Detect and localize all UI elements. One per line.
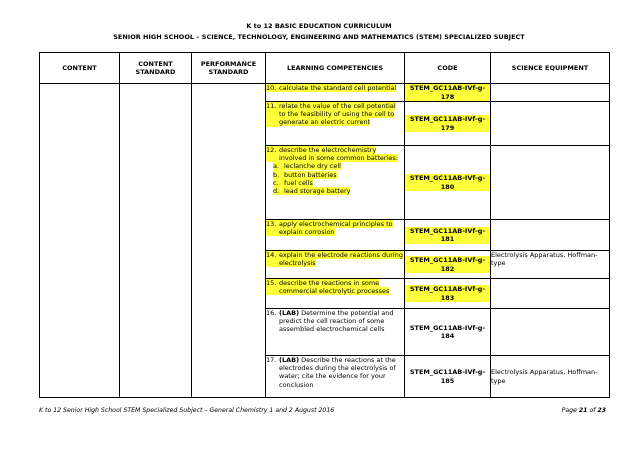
competency-number: 17. xyxy=(266,356,277,364)
competency-cell xyxy=(266,102,405,146)
competency-code: STEM_GC11AB-IVf-g-181 xyxy=(405,227,490,244)
competency-code: STEM_GC11AB-IVf-g-179 xyxy=(405,115,490,132)
competency-text: Determine the potential and predict the cell reaction of some assembled electrochemical cells xyxy=(279,309,394,334)
col-header-science-equipment: SCIENCE EQUIPMENT xyxy=(491,53,610,84)
performance-standard-cell xyxy=(192,84,266,398)
competency-cell xyxy=(266,356,405,398)
table-header-row xyxy=(40,53,610,84)
subitem-text: button batteries xyxy=(284,170,337,179)
competency-number: 13. xyxy=(266,220,279,236)
col-header-content: CONTENT xyxy=(40,53,120,84)
content-standard-cell xyxy=(120,84,192,398)
subitem-label: b. xyxy=(273,171,284,179)
competency-cell xyxy=(266,251,405,279)
competency-code: STEM_GC11AB-IVf-g-178 xyxy=(405,84,490,101)
competency-cell xyxy=(266,84,405,102)
code-cell xyxy=(405,251,491,279)
competency-text: describe the electrochemistry involved in some common batteries: xyxy=(279,146,398,163)
document-title: K to 12 BASIC EDUCATION CURRICULUM xyxy=(246,22,392,30)
competency-code: STEM_GC11AB-IVf-g-185 xyxy=(409,368,486,385)
competency-cell xyxy=(266,220,405,251)
equipment-cell xyxy=(491,102,610,146)
competency-text: calculate the standard cell potential xyxy=(279,84,397,92)
equipment-cell: Electrolysis Apparatus, Hoffman-type xyxy=(491,356,610,398)
page-of: of xyxy=(589,407,596,414)
subitem-text: fuel cells xyxy=(284,178,313,187)
code-cell xyxy=(405,84,491,102)
table-row xyxy=(40,84,610,102)
col-header-code: CODE xyxy=(405,53,491,84)
document-subtitle: SENIOR HIGH SCHOOL – SCIENCE, TECHNOLOGY, ENGINEERING AND MATHEMATICS (STEM) SPECIALIZED SUBJECT xyxy=(113,33,525,41)
competency-cell xyxy=(266,146,405,220)
code-cell xyxy=(405,356,491,398)
code-cell xyxy=(405,279,491,309)
competency-code: STEM_GC11AB-IVf-g-184 xyxy=(409,323,486,340)
code-cell xyxy=(405,102,491,146)
equipment-cell: Electrolysis Apparatus, Hoffman-type xyxy=(491,251,610,279)
lab-tag: (LAB) xyxy=(279,356,300,364)
competency-code: STEM_GC11AB-IVf-g-180 xyxy=(405,174,490,191)
code-cell xyxy=(405,220,491,251)
competency-text: Describe the reactions at the electrodes during the electrolysis of water; cite the evidence for your conclusion xyxy=(279,356,396,389)
col-header-performance-standard: PERFORMANCE STANDARD xyxy=(192,53,266,84)
subitem-text: leclanche dry cell xyxy=(284,162,341,171)
competency-text: explain the electrode reactions during electrolysis xyxy=(279,251,403,268)
competency-number: 11. xyxy=(266,102,279,127)
subitem-label: d. xyxy=(273,187,284,195)
competency-code: STEM_GC11AB-IVf-g-182 xyxy=(405,256,490,273)
competency-number: 10. xyxy=(266,84,279,92)
competency-number: 15. xyxy=(266,279,279,295)
equipment-cell xyxy=(491,220,610,251)
competency-number: 16. xyxy=(266,309,277,317)
equipment-cell xyxy=(491,309,610,356)
lab-tag: (LAB) xyxy=(279,309,300,317)
competency-text: describe the reactions in some commercial electrolytic processes xyxy=(279,279,390,296)
footer-document-info: K to 12 Senior High School STEM Specialized Subject – General Chemistry 1 and 2 August 2016 xyxy=(39,407,335,414)
code-cell xyxy=(405,146,491,220)
equipment-cell xyxy=(491,146,610,220)
competency-number: 12. xyxy=(266,146,279,162)
code-cell xyxy=(405,309,491,356)
competency-text: apply electrochemical principles to explain corrosion xyxy=(279,220,393,237)
col-header-content-standard: CONTENT STANDARD xyxy=(120,53,192,84)
subitem-label: a. xyxy=(273,162,284,170)
page-total: 23 xyxy=(597,407,606,414)
col-header-learning-competencies: LEARNING COMPETENCIES xyxy=(266,53,405,84)
competency-text: relate the value of the cell potential to the feasibility of using the cell to generate an electric current xyxy=(279,102,396,127)
competency-number: 14. xyxy=(266,251,279,267)
footer-page-number xyxy=(562,407,606,414)
competency-code: STEM_GC11AB-IVf-g-183 xyxy=(405,285,490,302)
competency-cell xyxy=(266,309,405,356)
subitem-text: lead storage battery xyxy=(284,187,351,196)
competency-cell xyxy=(266,279,405,309)
page-prefix: Page xyxy=(561,407,577,414)
page-current: 21 xyxy=(578,407,588,414)
equipment-cell xyxy=(491,279,610,309)
subitem-label: c. xyxy=(273,179,284,187)
equipment-cell xyxy=(491,84,610,102)
content-cell xyxy=(40,84,120,398)
curriculum-table xyxy=(39,52,610,398)
